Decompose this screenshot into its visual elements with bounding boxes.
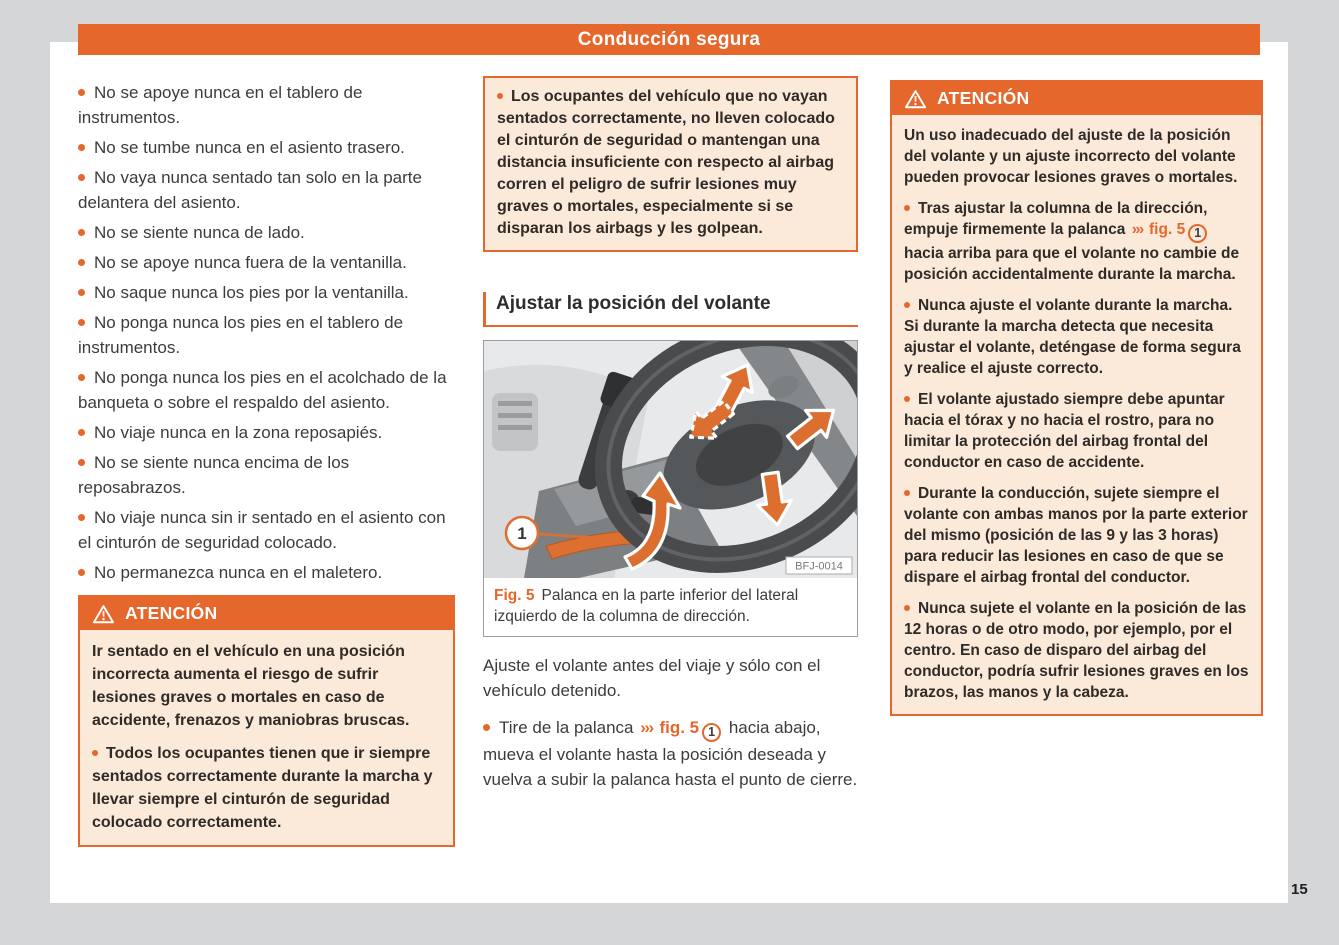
bullet-icon [78, 144, 85, 151]
warning-header [892, 82, 1261, 115]
warning-bullet-item [904, 389, 1249, 473]
figure-illustration [484, 341, 857, 578]
text-segment: hacia arriba para que el volante no cambie de posición accidentalmente durante la marcha. [904, 245, 1240, 283]
callout-reference: 1 [1188, 224, 1207, 243]
text-segment: Los ocupantes del vehículo que no vayan sentados correctamente, no lleven colocado el cinturón de seguridad o mantengan una distancia insuficiente con respecto al airbag corren el peligro de sufrir lesiones muy graves o mortales, especialmente si se disparan los airbags y les golpean. [497, 88, 835, 237]
bullet-icon [78, 229, 85, 236]
warning-bullet-item [904, 483, 1249, 588]
list-item [78, 560, 455, 585]
callout-reference: 1 [702, 723, 721, 742]
list-item-text: No vaya nunca sentado tan solo en la parte delantera del asiento. [78, 168, 422, 212]
warning-body [892, 115, 1261, 714]
warning-continuation-box [483, 76, 858, 252]
text-segment: hacia abajo, mueva el volante hasta la posición deseada y vuelva a subir la palanca hasta el punto de cierre. [483, 718, 858, 789]
text-segment: Nunca sujete el volante en la posición de las 12 horas o de otro modo, por ejemplo, por el centro. En caso de disparo del airbag del conductor, podría sufrir lesiones graves en los brazos, las manos y la cabeza. [904, 600, 1249, 701]
list-item-text: No viaje nunca sin ir sentado en el asiento con el cinturón de seguridad colocado. [78, 508, 446, 552]
list-item-text: No viaje nunca en la zona reposapiés. [94, 423, 383, 442]
warning-header [80, 597, 453, 630]
list-item-text: No ponga nunca los pies en el tablero de instrumentos. [78, 313, 404, 357]
bullet-icon [78, 374, 85, 381]
warning-paragraph [904, 125, 1249, 188]
warning-bullet-item [497, 86, 844, 240]
bullet-icon [78, 459, 85, 466]
figure-reference: fig. 5 [659, 718, 700, 737]
page-number: 15 [1291, 881, 1308, 898]
list-item-text: No permanezca nunca en el maletero. [94, 563, 383, 582]
list-item-text: No se siente nunca encima de los reposabrazos. [78, 453, 350, 497]
left-column [78, 80, 455, 847]
text-segment: Nunca ajuste el volante durante la marcha. Si durante la marcha detecta que necesita ajustar el volante, deténgase de forma segura y realice el ajuste correcto. [904, 297, 1241, 377]
bullet-icon [92, 750, 98, 756]
bullet-icon [904, 605, 910, 611]
figure-caption-text: Palanca en la parte inferior del lateral izquierdo de la columna de dirección. [494, 587, 799, 625]
bullet-icon [483, 724, 490, 731]
bullet-icon [78, 259, 85, 266]
warning-title: ATENCIÓN [937, 88, 1030, 108]
section-heading: Ajustar la posición del volante [483, 292, 858, 327]
figure-label: Fig. 5 [494, 587, 535, 604]
bullet-icon [78, 514, 85, 521]
bullet-icon [78, 289, 85, 296]
list-item-text: No se siente nunca de lado. [94, 223, 305, 242]
list-item [78, 280, 455, 305]
figure-code: BFJ-0014 [795, 560, 843, 573]
warning-triangle-icon [904, 89, 927, 109]
list-item [78, 165, 455, 215]
warning-bullet-item [904, 198, 1249, 285]
bullet-icon [904, 396, 910, 402]
text-segment: Ir sentado en el vehículo en una posición incorrecta aumenta el riesgo de sufrir lesiones graves o mortales en caso de accidente, frenazos y maniobras bruscas. [92, 643, 410, 729]
reference-chevrons: ››› [1131, 221, 1143, 238]
middle-column [483, 76, 858, 797]
list-item-text: No se apoye nunca fuera de la ventanilla. [94, 253, 407, 272]
callout-number: 1 [517, 524, 527, 543]
instruction-bullet-item [483, 715, 858, 792]
warning-bullet-item [904, 598, 1249, 703]
reference-chevrons: ››› [640, 718, 653, 737]
body-paragraph: Ajuste el volante antes del viaje y sólo con el vehículo detenido. [483, 656, 821, 700]
text-segment: El volante ajustado siempre debe apuntar hacia el tórax y no hacia el rostro, para no limitar la protección del airbag frontal del conductor en caso de accidente. [904, 391, 1225, 471]
warning-paragraph [92, 640, 441, 732]
bullet-icon [904, 302, 910, 308]
list-item [78, 220, 455, 245]
list-item-text: No saque nunca los pies por la ventanilla. [94, 283, 409, 302]
list-item [78, 420, 455, 445]
warning-triangle-icon [92, 604, 115, 624]
bullet-icon [78, 569, 85, 576]
bullet-icon [497, 93, 503, 99]
list-item-text: No se tumbe nunca en el asiento trasero. [94, 138, 405, 157]
chapter-title: Conducción segura [577, 28, 761, 50]
text-segment: Durante la conducción, sujete siempre el volante con ambas manos por la parte exterior del mismo (posición de las 9 y las 3 horas) para reducir las lesiones en caso de que se dispare el airbag frontal del conductor. [904, 485, 1248, 586]
figure-caption [484, 578, 857, 636]
bullet-icon [78, 174, 85, 181]
bullet-icon [78, 319, 85, 326]
text-segment: Tras ajustar la columna de la dirección, empuje firmemente la palanca [904, 200, 1208, 238]
list-item-text: No se apoye nunca en el tablero de instrumentos. [78, 83, 363, 127]
list-item [78, 250, 455, 275]
chapter-header-band [78, 24, 1260, 55]
warning-box-left [78, 595, 455, 847]
bullet-list [78, 80, 455, 585]
text-segment: Un uso inadecuado del ajuste de la posición del volante y un ajuste incorrecto del volante pueden provocar lesiones graves o mortales. [904, 127, 1238, 186]
figure-panel [483, 340, 858, 637]
list-item [78, 80, 455, 130]
list-item [78, 310, 455, 360]
bullet-icon [78, 429, 85, 436]
text-segment: Todos los ocupantes tienen que ir siempre sentados correctamente durante la marcha y llevar siempre el cinturón de seguridad colocado correctamente. [92, 745, 433, 831]
list-item [78, 135, 455, 160]
list-item-text: No ponga nunca los pies en el acolchado de la banqueta o sobre el respaldo del asiento. [78, 368, 447, 412]
warning-bullet-item [92, 742, 441, 834]
right-column [890, 80, 1263, 716]
instruction-bullet-list [483, 715, 858, 792]
warning-body [80, 630, 453, 845]
figure-reference: fig. 5 [1149, 221, 1186, 238]
text-segment: Tire de la palanca [499, 718, 639, 737]
list-item [78, 505, 455, 555]
warning-title: ATENCIÓN [125, 603, 218, 623]
list-item [78, 450, 455, 500]
list-item [78, 365, 455, 415]
bullet-icon [78, 89, 85, 96]
warning-bullet-item [904, 295, 1249, 379]
bullet-icon [904, 205, 910, 211]
warning-box-right [890, 80, 1263, 716]
bullet-icon [904, 490, 910, 496]
